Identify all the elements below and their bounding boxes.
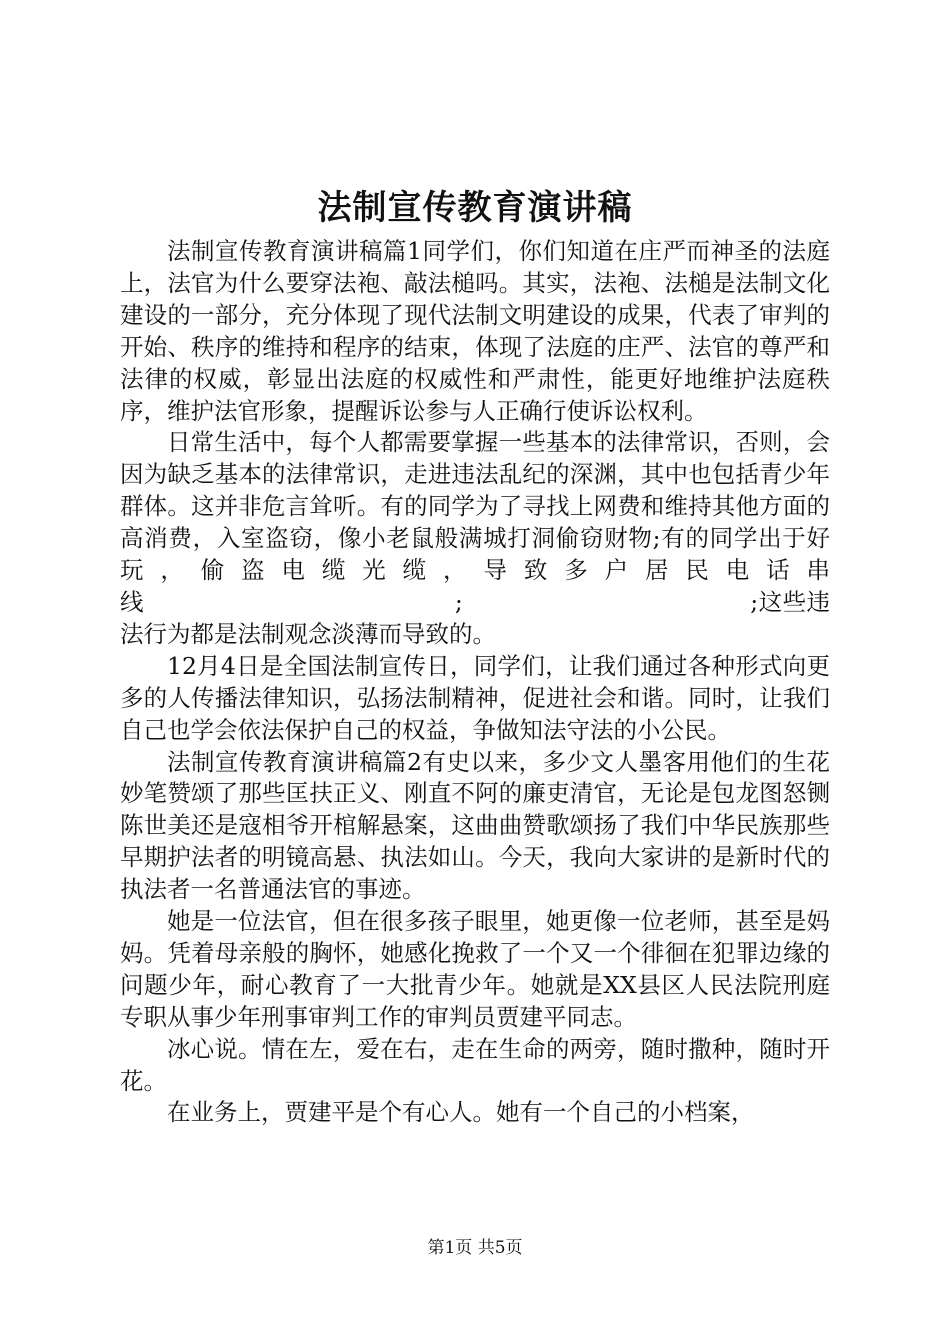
paragraph-4: 法制宣传教育演讲稿篇2有史以来，多少文人墨客用他们的生花妙笔赞颂了那些匡扶正义、刚直不阿的廉吏清官，无论是包龙图怒铡陈世美还是寇相爷开棺解悬案，这曲曲赞歌颂扬了我们中华民族那些早期护法者的明镜高悬、执法如山。今天，我向大家讲的是新时代的执法者一名普通法官的事迹。 [120, 747, 830, 904]
paragraph-5: 她是一位法官，但在很多孩子眼里，她更像一位老师，甚至是妈妈。凭着母亲般的胸怀，她感化挽救了一个又一个徘徊在犯罪边缘的问题少年，耐心教育了一大批青少年。她就是XX县区人民法院刑庭专职从事少年刑事审判工作的审判员贾建平同志。 [120, 907, 830, 1031]
page-number-footer: 第1页 共5页 [427, 1238, 523, 1258]
paragraph-6: 冰心说。情在左，爱在右，走在生命的两旁，随时撒种，随时开花。 [120, 1034, 830, 1095]
paragraph-7: 在业务上，贾建平是个有心人。她有一个自己的小档案， [167, 1098, 755, 1127]
paragraph-1: 法制宣传教育演讲稿篇1同学们，你们知道在庄严而神圣的法庭上，法官为什么要穿法袍、敲法槌吗。其实，法袍、法槌是法制文化建设的一部分，充分体现了现代法制文明建设的成果，代表了审判的开始、秩序的维持和程序的结束，体现了法庭的庄严、法官的尊严和法律的权威，彰显出法庭的权威性和严肃性，能更好地维护法庭秩序，维护法官形象，提醒诉讼参与人正确行使诉讼权利。 [120, 237, 830, 425]
paragraph-2: 日常生活中，每个人都需要掌握一些基本的法律常识，否则，会因为缺乏基本的法律常识，走进违法乱纪的深渊，其中也包括青少年群体。这并非危言耸听。有的同学为了寻找上网费和维持其他方面的高消费，入室盗窃，像小老鼠般满城打洞偷窃财物;有的同学出于好玩，偷盗电缆光缆，导致多户居民电话串线 ; ;这些违法行为都是法制观念淡薄而导致的。 [120, 428, 830, 648]
paragraph-3: 12月4日是全国法制宣传日，同学们，让我们通过各种形式向更多的人传播法律知识，弘扬法制精神，促进社会和谐。同时，让我们自己也学会依法保护自己的权益，争做知法守法的小公民。 [120, 651, 830, 744]
document-body [120, 236, 830, 1129]
document-title: 法制宣传教育演讲稿 [317, 188, 633, 228]
